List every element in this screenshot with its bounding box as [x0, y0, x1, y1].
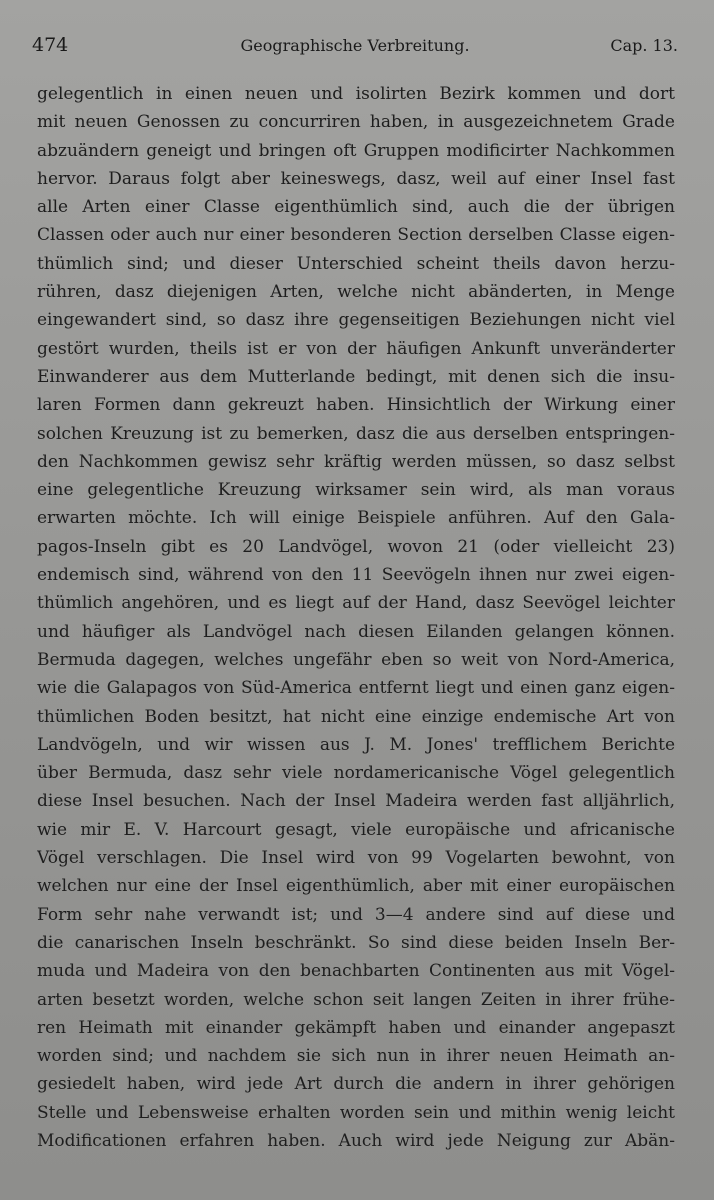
- text-line: rühren, dasz diejenigen Arten, welche nicht abänderten, in Menge: [37, 282, 675, 303]
- text-line: alle Arten einer Classe eigenthümlich sind, auch die der übrigen: [37, 197, 675, 218]
- text-line: eingewandert sind, so dasz ihre gegenseitigen Beziehungen nicht viel: [37, 310, 675, 331]
- text-line: Landvögeln, und wir wissen aus J. M. Jones' trefflichem Berichte: [37, 734, 675, 755]
- text-line: worden sind; und nachdem sie sich nun in ihrer neuen Heimath an-: [37, 1046, 675, 1067]
- text-line: arten besetzt worden, welche schon seit langen Zeiten in ihrer frühe-: [37, 989, 675, 1010]
- text-line: muda und Madeira von den benachbarten Continenten aus mit Vögel-: [37, 961, 675, 982]
- text-line: diese Insel besuchen. Nach der Insel Madeira werden fast alljährlich,: [37, 791, 675, 812]
- text-line: Bermuda dagegen, welches ungefähr eben so weit von Nord-America,: [37, 649, 675, 670]
- text-line: gesiedelt haben, wird jede Art durch die andern in ihrer gehörigen: [37, 1074, 675, 1095]
- text-line: wie mir E. V. Harcourt gesagt, viele europäische und africanische: [37, 819, 675, 840]
- text-line: und häufiger als Landvögel nach diesen Eilanden gelangen können.: [37, 621, 675, 642]
- text-line: den Nachkommen gewisz sehr kräftig werden müssen, so dasz selbst: [37, 451, 675, 472]
- text-line: solchen Kreuzung ist zu bemerken, dasz die aus derselben entspringen-: [37, 423, 675, 444]
- text-line: gelegentlich in einen neuen und isolirten Bezirk kommen und dort: [37, 84, 675, 104]
- text-line: die canarischen Inseln beschränkt. So sind diese beiden Inseln Ber-: [37, 932, 675, 953]
- text-line: abzuändern geneigt und bringen oft Gruppen modificirter Nachkommen: [37, 140, 675, 161]
- text-line: laren Formen dann gekreuzt haben. Hinsichtlich der Wirkung einer: [37, 395, 675, 416]
- text-line: ren Heimath mit einander gekämpft haben und einander angepaszt: [37, 1017, 675, 1038]
- text-line: wie die Galapagos von Süd-America entfernt liegt und einen ganz eigen-: [37, 678, 675, 699]
- page-header: [32, 34, 678, 62]
- text-line: eine gelegentliche Kreuzung wirksamer sein wird, als man voraus: [37, 480, 675, 501]
- page-number: 474: [32, 34, 69, 56]
- body-text: [37, 80, 675, 1155]
- text-line: Einwanderer aus dem Mutterlande bedingt, mit denen sich die insu-: [37, 366, 675, 387]
- text-line: über Bermuda, dasz sehr viele nordamericanische Vögel gelegentlich: [37, 763, 675, 784]
- running-title: Geographische Verbreitung.: [240, 36, 470, 55]
- text-line: gestört wurden, theils ist er von der häufigen Ankunft unveränderter: [37, 338, 675, 359]
- text-line: Vögel verschlagen. Die Insel wird von 99 Vogelarten bewohnt, von: [37, 848, 675, 869]
- text-line: thümlich angehören, und es liegt auf der Hand, dasz Seevögel leichter: [37, 593, 675, 614]
- text-line: hervor. Daraus folgt aber keineswegs, dasz, weil auf einer Insel fast: [37, 168, 675, 189]
- text-line: Classen oder auch nur einer besonderen Section derselben Classe eigen-: [37, 225, 675, 246]
- text-line: Stelle und Lebensweise erhalten worden sein und mithin wenig leicht: [37, 1102, 675, 1123]
- text-line: Modificationen erfahren haben. Auch wird jede Neigung zur Abän-: [37, 1130, 675, 1151]
- text-line: erwarten möchte. Ich will einige Beispiele anführen. Auf den Gala-: [37, 508, 675, 529]
- text-line: mit neuen Genossen zu concurriren haben, in ausgezeichnetem Grade: [37, 112, 675, 133]
- text-line: endemisch sind, während von den 11 Seevögeln ihnen nur zwei eigen-: [37, 565, 675, 586]
- text-line: thümlichen Boden besitzt, hat nicht eine einzige endemische Art von: [37, 706, 675, 727]
- chapter-label: Cap. 13.: [610, 36, 678, 55]
- text-line: thümlich sind; und dieser Unterschied scheint theils davon herzu-: [37, 253, 675, 274]
- text-line: Form sehr nahe verwandt ist; und 3—4 andere sind auf diese und: [37, 904, 675, 925]
- text-line: welchen nur eine der Insel eigenthümlich, aber mit einer europäischen: [37, 876, 675, 897]
- text-line: pagos-Inseln gibt es 20 Landvögel, wovon 21 (oder vielleicht 23): [37, 536, 675, 557]
